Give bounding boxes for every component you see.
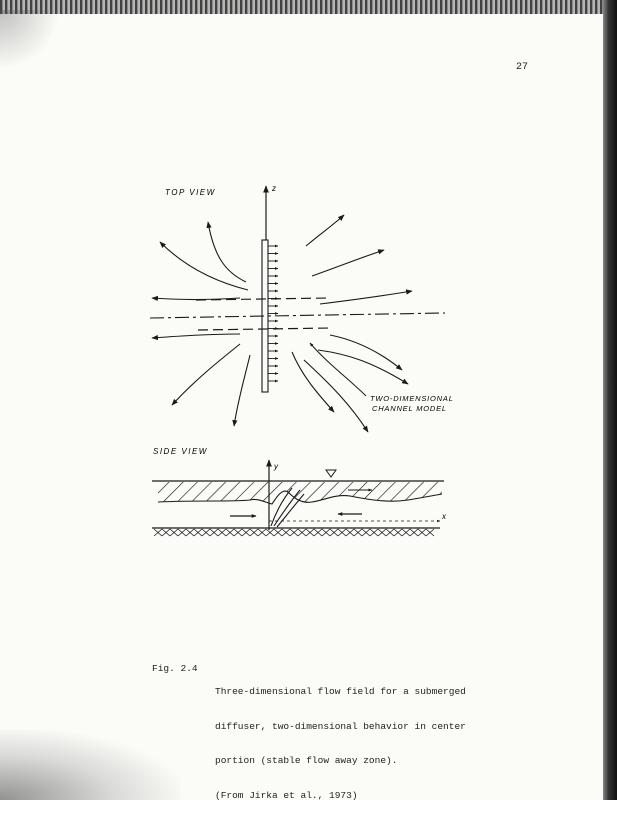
water-level-marker xyxy=(326,470,336,477)
plume-line xyxy=(277,494,304,527)
callout-line-1: TWO-DIMENSIONAL xyxy=(370,394,454,403)
flow-arrow xyxy=(320,291,412,304)
caption-line: Three-dimensional flow field for a submerged xyxy=(215,686,466,697)
flow-arrow xyxy=(312,250,384,276)
flow-arrow xyxy=(306,215,344,246)
z-axis-label: z xyxy=(272,184,276,193)
side-view xyxy=(152,447,447,536)
flow-arrow xyxy=(172,344,240,405)
top-view-label: TOP VIEW xyxy=(165,188,216,197)
caption-line: diffuser, two-dimensional behavior in center xyxy=(215,720,466,732)
flow-arrow xyxy=(152,298,240,300)
caption-line: portion (stable flow away zone). xyxy=(215,755,398,766)
caption-line: (From Jirka et al., 1973) xyxy=(215,789,358,801)
top-view xyxy=(150,184,454,432)
flow-arrow xyxy=(304,360,368,432)
flow-arrow xyxy=(152,334,240,338)
channel-centerline xyxy=(150,313,445,318)
y-axis-label: y xyxy=(274,462,278,471)
bed-hatching xyxy=(154,529,434,536)
page-number: 27 xyxy=(516,62,529,73)
figure-caption xyxy=(152,663,512,801)
flow-arrow xyxy=(234,355,250,426)
diffuser-jets xyxy=(268,246,278,381)
callout-pointer xyxy=(310,343,366,396)
flow-arrow xyxy=(318,350,408,384)
flow-arrow xyxy=(160,242,248,290)
x-axis-label: x xyxy=(442,512,446,521)
flow-arrow xyxy=(208,222,246,282)
caption-label: Fig. 2.4 xyxy=(152,663,198,674)
callout-line-2: CHANNEL MODEL xyxy=(372,404,447,413)
flow-arrow xyxy=(330,335,402,370)
side-view-label: SIDE VIEW xyxy=(153,447,208,456)
